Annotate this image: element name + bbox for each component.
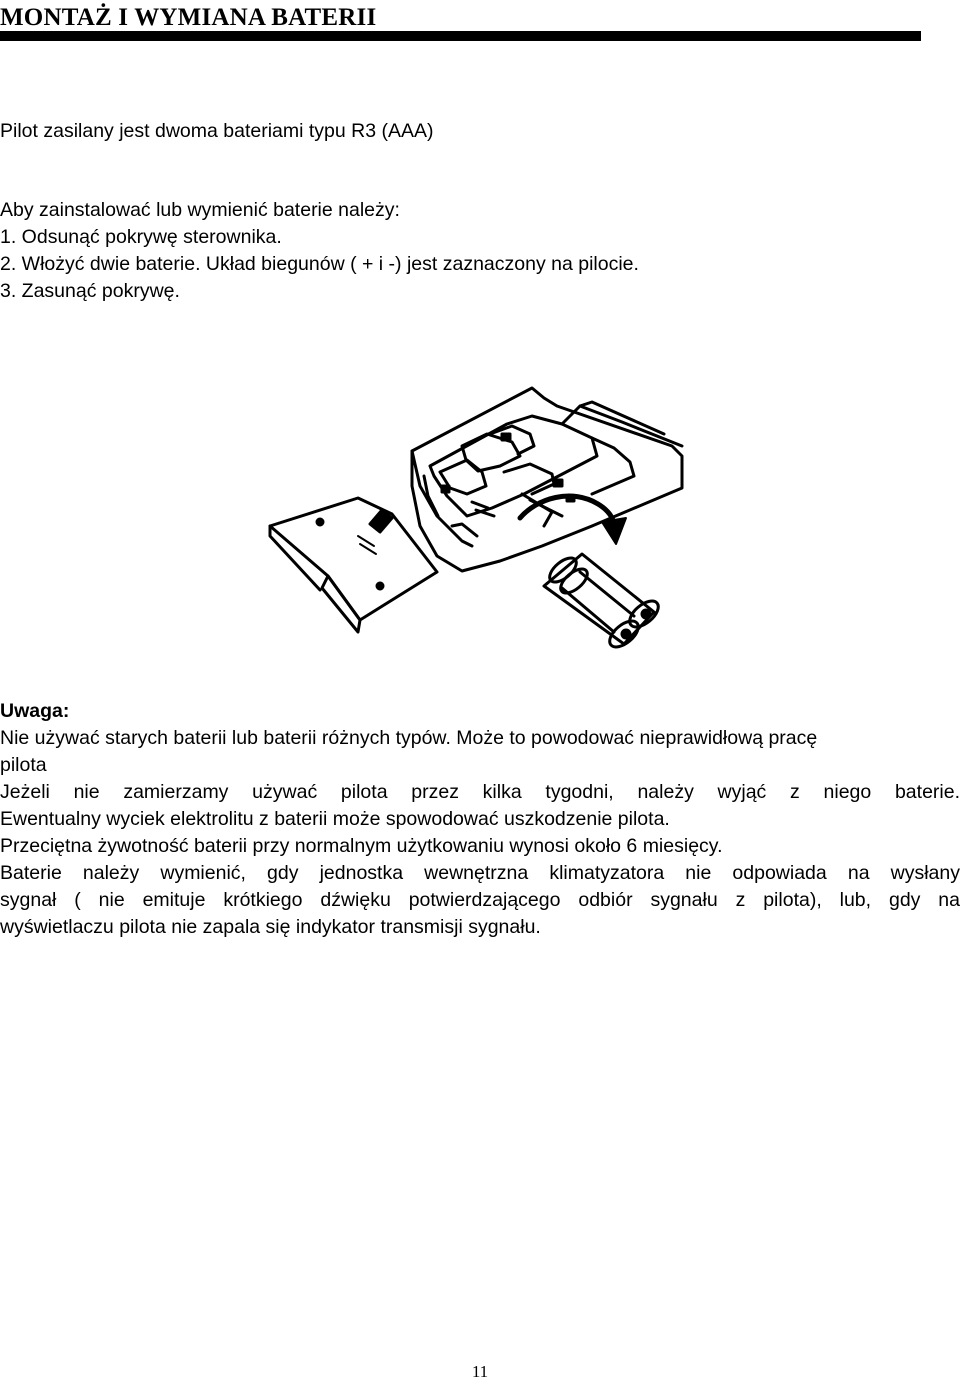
note-line: pilota [0,754,47,776]
note-line: Ewentualny wyciek elektrolitu z baterii może spowodować uszkodzenie pilota. [0,808,670,830]
note-line: Przeciętna żywotność baterii przy normalnym użytkowaniu wynosi około 6 miesięcy. [0,835,723,857]
battery-cover-drawing [270,498,437,632]
page-heading: MONTAŻ I WYMIANA BATERII [0,4,377,31]
steps-intro: Aby zainstalować lub wymienić baterie należy: [0,199,400,221]
note-line: Baterie należy wymienić, gdy jednostka wewnętrzna klimatyzatora nie odpowiada na wysłany [0,862,960,884]
page-number: 11 [471,1362,489,1381]
note-line: Jeżeli nie zamierzamy używać pilota przez kilka tygodni, należy wyjąć z niego baterie. [0,781,960,803]
note-title: Uwaga: [0,700,70,722]
note-line: Nie używać starych baterii lub baterii różnych typów. Może to powodować nieprawidłową pracę [0,727,818,749]
heading-rule [0,31,921,41]
step-item: 2. Włożyć dwie baterie. Układ biegunów ( + i -) jest zaznaczony na pilocie. [0,253,639,275]
step-item: 3. Zasunąć pokrywę. [0,280,180,302]
note-line: wyświetlaczu pilota nie zapala się indykator transmisji sygnału. [0,916,541,938]
remote-body-drawing [412,388,682,571]
insertion-arrow-drawing [520,496,626,544]
note-line: sygnał ( nie emituje krótkiego dźwięku potwierdzającego odbiór sygnału z pilota), lub, gdy na [0,889,960,911]
battery-installation-illustration [262,376,702,666]
batteries-drawing [544,554,663,652]
intro-paragraph: Pilot zasilany jest dwoma bateriami typu R3 (AAA) [0,120,434,142]
warning-note [0,698,960,941]
steps-list [0,197,639,305]
step-item: 1. Odsunąć pokrywę sterownika. [0,226,282,248]
